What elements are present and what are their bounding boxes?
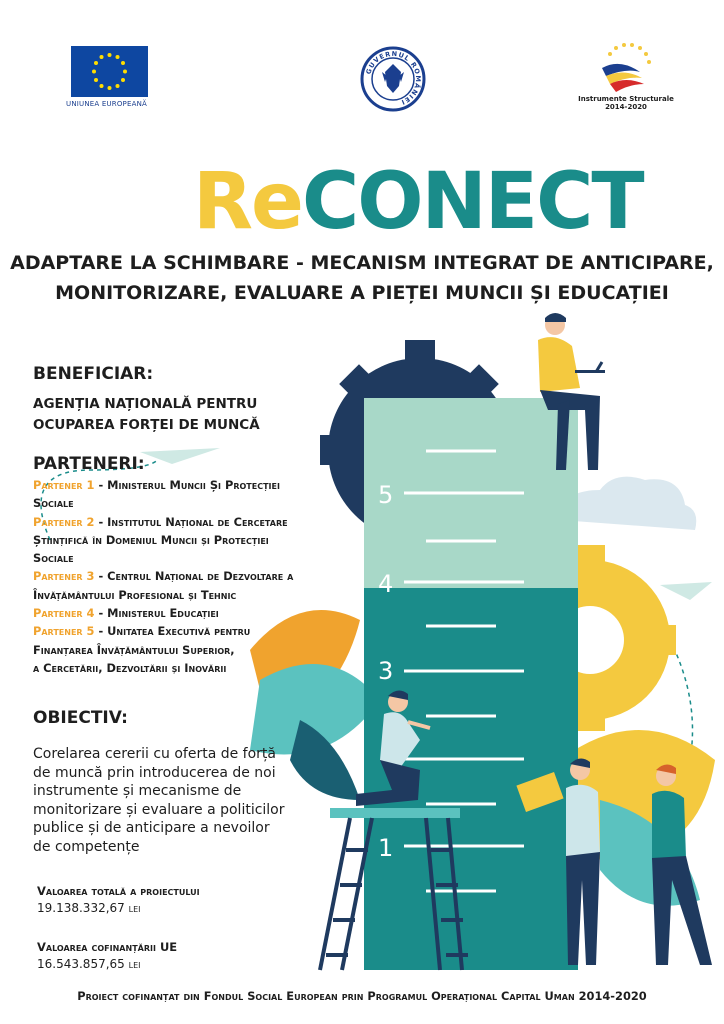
partner-label: Partener 4 <box>33 606 95 621</box>
eu-caption: UNIUNEA EUROPEANĂ <box>66 100 147 108</box>
eu-stars-icon <box>71 46 148 97</box>
valoare-totala-amount: 19.138.332,67 <box>37 901 125 915</box>
partner-line-1: - Ministerul Muncii Și Protecției <box>94 478 280 492</box>
valoare-totala-label: Valoarea totală a proiectului <box>37 884 200 898</box>
valoare-cofinantare-amount: 16.543.857,65 <box>37 957 125 971</box>
ruler-label-5: 5 <box>378 481 394 509</box>
partner-label: Partener 3 <box>33 569 95 584</box>
subtitle-line-2: MONITORIZARE, EVALUARE A PIEȚEI MUNCII ȘI EDUCAȚIEI <box>55 282 669 304</box>
gov-ring-text: GUVERNUL ROMÂNIEI <box>364 49 423 107</box>
government-seal-logo <box>360 46 426 112</box>
obiectiv-line: de competențe <box>33 838 140 855</box>
paper-plane-icon <box>140 448 220 464</box>
obiectiv-line: monitorizare și evaluare a politicilor <box>33 801 285 818</box>
valoare-totala-currency: lei <box>128 901 141 915</box>
partner-item <box>33 622 353 677</box>
partner-label: Partener 2 <box>33 514 95 529</box>
partner-line-2: Învățământului Profesional și Tehnic <box>33 587 237 602</box>
parteneri-list <box>33 476 353 677</box>
valoare-cofinantare-label: Valoarea cofinanțării UE <box>37 940 178 954</box>
valoare-totala <box>37 884 200 915</box>
parteneri-heading: PARTENERI: <box>33 454 145 474</box>
beneficiar-heading: BENEFICIAR: <box>33 364 154 384</box>
partner-line-3: Sociale <box>33 551 74 566</box>
eu-flag-logo <box>71 46 148 97</box>
ruler-label-3: 3 <box>378 657 394 685</box>
beneficiar-line-2: OCUPAREA FORȚEI DE MUNCĂ <box>33 417 260 433</box>
obiectiv-line: publice și de anticipare a nevoilor <box>33 820 270 836</box>
is-caption-line2: 2014-2020 <box>605 103 647 111</box>
partner-line-1: - Institutul Național de Cercetare <box>94 514 288 529</box>
ruler-label-1: 1 <box>378 834 394 862</box>
project-title <box>193 158 643 246</box>
project-subtitle <box>0 248 724 308</box>
footer-cofinantare: Proiect cofinanțat din Fondul Social European prin Programul Operațional Capital Uman 2014-2020 <box>77 989 647 1003</box>
partner-item <box>33 567 353 604</box>
partner-line-1: - Unitatea Executivă pentru <box>94 624 251 639</box>
partner-item <box>33 476 353 513</box>
beneficiar-line-1: AGENȚIA NAȚIONALĂ PENTRU <box>33 396 258 412</box>
obiectiv-line: de muncă prin introducerea de noi <box>33 764 276 781</box>
obiectiv-line: instrumente și mecanisme de <box>33 783 242 799</box>
obiectiv-line: Corelarea cererii cu oferta de forță <box>33 746 276 762</box>
is-caption-line1: Instrumente Structurale <box>578 95 674 103</box>
instrumente-structurale-caption <box>576 95 676 111</box>
paper-plane-right-icon <box>660 582 712 600</box>
obiectiv-text <box>33 745 323 856</box>
valoare-cofinantare-currency: lei <box>128 957 141 971</box>
subtitle-line-1: ADAPTARE LA SCHIMBARE - MECANISM INTEGRAT DE ANTICIPARE, <box>10 252 714 274</box>
partner-line-3: a Cercetării, Dezvoltării și Inovării <box>33 660 227 675</box>
partner-line-2: Științifică în Domeniul Muncii și Protecției <box>33 532 269 547</box>
partner-line-2: Sociale <box>33 496 74 511</box>
partner-item <box>33 604 353 622</box>
obiectiv-heading: OBIECTIV: <box>33 708 128 728</box>
partner-label: Partener 1 <box>33 478 95 492</box>
valoare-totala-amount-row <box>37 901 200 915</box>
project-title-re: Re <box>193 157 302 247</box>
valoare-cofinantare <box>37 940 177 971</box>
beneficiar-text <box>33 394 260 436</box>
partner-label: Partener 5 <box>33 624 95 639</box>
valoare-cofinantare-amount-row <box>37 957 177 971</box>
partner-line-1: - Ministerul Educației <box>94 606 219 621</box>
instrumente-structurale-logo <box>596 40 658 94</box>
partner-item <box>33 513 353 568</box>
cloud-icon <box>560 477 696 530</box>
ruler-label-4: 4 <box>378 570 394 598</box>
partner-line-1: - Centrul Național de Dezvoltare a <box>94 569 294 584</box>
partner-line-2: Finanțarea Învățământului Superior, <box>33 642 235 657</box>
project-title-conect: CONECT <box>301 157 643 247</box>
